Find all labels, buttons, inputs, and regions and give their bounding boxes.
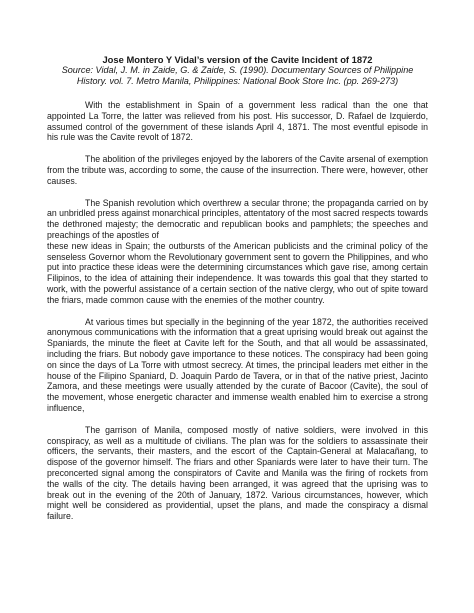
paragraph-2: The abolition of the privileges enjoyed by the laborers of the Cavite arsenal of exemption from the tribute was, according to some, the cause of the insurrection. There were, however, other causes. [47,154,428,186]
paragraph-1: With the establishment in Spain of a government less radical than the one that appointed La Torre, the latter was relieved from his post. His successor, D. Rafael de Izquierdo, assumed control of the government of these islands April 4, 1871. The most eventful episode in his rule was the Cavite revolt of 1872. [47,100,428,143]
paragraph-4: At various times but specially in the beginning of the year 1872, the authorities received anonymous communications with the information that a great uprising would break out against the Spaniards, the minute the fleet at Cavite left for the South, and that all would be assassinated, including the friars. But nobody gave importance to these notices. The conspiracy had been going on since the days of La Torre with utmost secrecy. At times, the principal leaders met either in the house of the Filipino Spaniard, D. Joaquin Pardo de Tavera, or in that of the native priest, Jacinto Zamora, and these meetings were usually attended by the curate of Bacoor (Cavite), the soul of the movement, whose energetic character and immense wealth enabled him to exercise a strong influence, [47,316,428,413]
paragraph-3: The Spanish revolution which overthrew a secular throne; the propaganda carried on by an unbridled press against monarchical principles, attentatory of the most sacred respects towards the dethroned majesty; the democratic and republican books and pamphlets; the speeches and preachings of the apostles of [47,197,428,240]
source-citation: Source: Vidal, J. M. in Zaide, G. & Zaide, S. (1990). Documentary Sources of Philippine History. vol. 7. Metro Manila, Philippines: National Book Store Inc. (pp. 269-273) [61,65,414,86]
paragraph-5: The garrison of Manila, composed mostly of native soldiers, were involved in this conspiracy, as well as a multitude of civilians. The plan was for the soldiers to assassinate their officers, the servants, their masters, and the escort of the Captain-General at Malacañang, to dispose of the governor himself. The friars and other Spaniards were later to have their turn. The preconcerted signal among the conspirators of Cavite and Manila was the firing of rockets from the walls of the city. The details having been arranged, it was agreed that the uprising was to break out in the evening of the 20th of January, 1872. Various circumstances, however, which might well be considered as providential, upset the plans, and made the conspiracy a dismal failure. [47,424,428,522]
document-title: Jose Montero Y Vidal’s version of the Cavite Incident of 1872 [102,54,373,65]
paragraph-3-continued: these new ideas in Spain; the outbursts of the American publicists and the criminal policy of the senseless Governor whom the Revolutionary government sent to govern the Philippines, and who put into practice these ideas were the determining circumstances which gave rise, among certain Filipinos, to the idea of attaining their independence. It was towards this goal that they started to work, with the powerful assistance of a certain section of the native clergy, who out of spite toward the friars, made common cause with the enemies of the mother country. [47,240,428,305]
